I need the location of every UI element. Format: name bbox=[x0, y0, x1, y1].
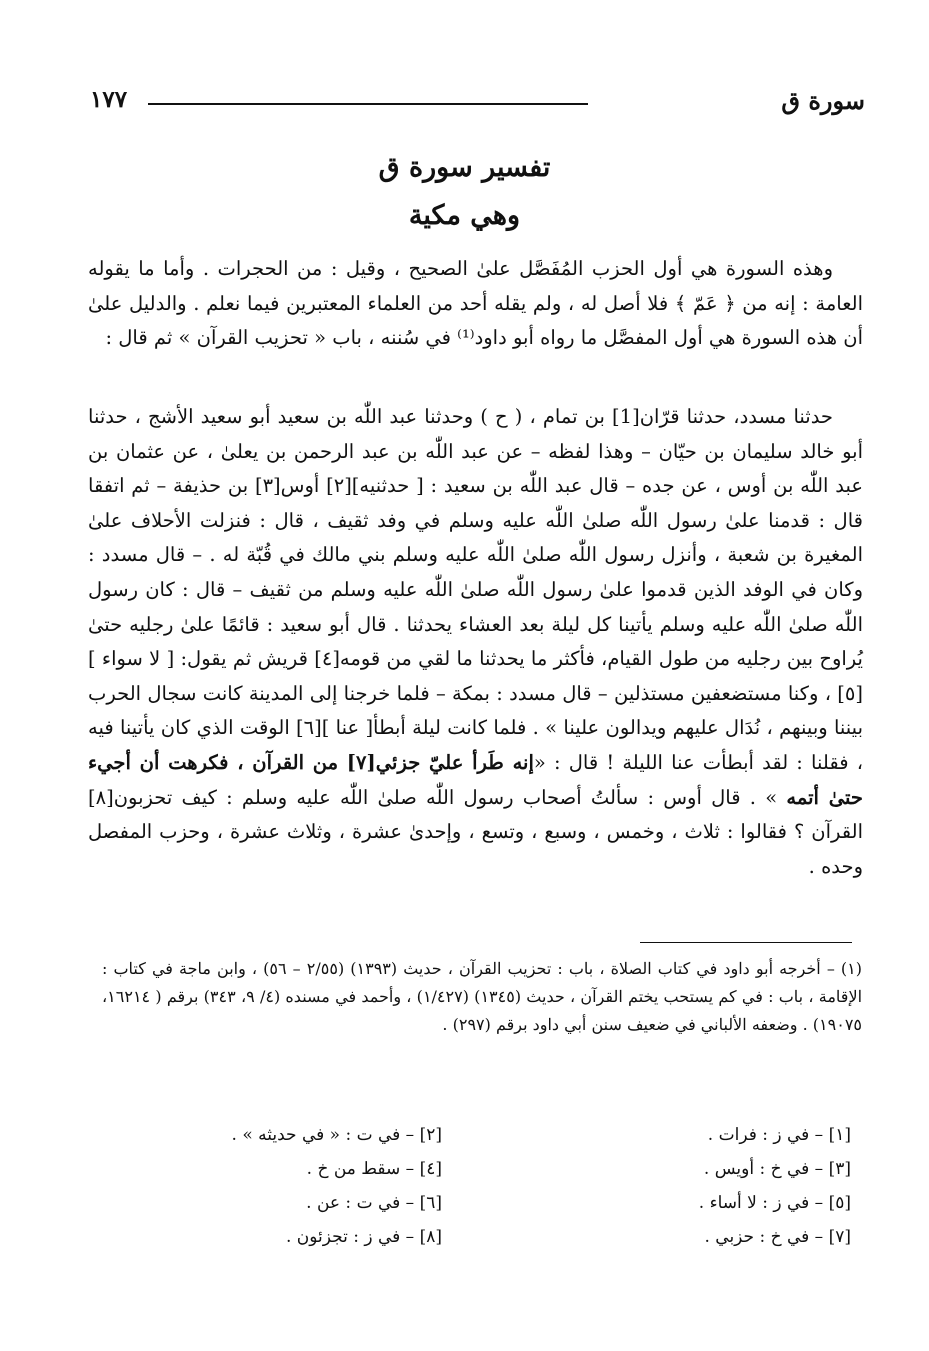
footnote-1: (١) – أخرجه أبو داود في كتاب الصلاة ، باب : تحزيب القرآن ، حديث (١٣٩٣) (٢/٥٥ – ٥٦) ، وابن ماجة في كتاب : الإقامة ، باب : في كم يستحب يختم القرآن ، حديث (١٣٤٥) (١/٤٢٧) ، وأحمد في مسنده (٤/ ٩، ٣٤٣) برقم ( ١٦٢١٤، ١٩٠٧٥) . وضعفه الألباني في ضعيف سنن أبي داود برقم (٢٩٧) . bbox=[102, 959, 863, 1034]
variant-note-3: [٣] – في خ : أويس . bbox=[703, 1159, 851, 1179]
hadith-text-part1: حدثنا مسدد، حدثنا قرّان[1] بن تمام ، ( ح ) وحدثنا عبد اللّٰه بن سعيد أبو سعيد الأشج ، حدثنا أبو خالد سليمان بن حيّان – وهذا لفظه – عن عبد اللّٰه بن عبد الرحمن بن يعلىٰ ، عن عثمان بن عبد اللّٰه بن أوس ، عن جده – قال عبد اللّٰه بن سعيد : [ حدثنيه][٢] أوس[٣] بن حذيفة – ثم اتفقا قال : قدمنا علىٰ رسول اللّٰه صلىٰ اللّٰه عليه وسلم في وفد ثقيف ، قال : فنزلت الأحلاف علىٰ المغيرة بن شعبة ، وأنزل رسول اللّٰه صلىٰ اللّٰه عليه وسلم بني مالك في قُبّة له . – قال مسدد : وكان في الوفد الذين قدموا علىٰ رسول اللّٰه صلىٰ اللّٰه عليه وسلم من ثقيف – قال : كان رسول اللّٰه صلىٰ اللّٰه عليه وسلم يأتينا كل ليلة بعد العشاء يحدثنا . قال أبو سعيد : قائمًا علىٰ رجليه حتىٰ يُراوح بين رجليه من طول القيام، فأكثر ما يحدثنا ما لقي من قومه[٤] قريش ثم يقول: [ لا سواء ][٥] ، وكنا مستضعفين مستذلين – قال مسدد : بمكة – فلما خرجنا إلى المدينة كانت سجال الحرب بيننا وبينهم ، نُدَال عليهم ويدالون علينا » . فلما كانت ليلة أبطأ[ عنا ][٦] الوقت الذي كان يأتينا فيه ، فقلنا : لقد أبطأت عنا الليلة ! قال : « bbox=[88, 405, 863, 774]
variant-note-4: [٤] – سقط من خ . bbox=[306, 1159, 442, 1179]
variant-note-7: [٧] – في خ : حزبي . bbox=[704, 1227, 851, 1247]
page-number: ١٧٧ bbox=[90, 86, 128, 113]
hadith-text bbox=[88, 400, 863, 884]
variant-readings bbox=[0, 1118, 929, 1268]
running-head bbox=[90, 86, 865, 120]
variant-note-2: [٢] – في ت : « في حديثه » . bbox=[231, 1125, 442, 1145]
variants-left-column bbox=[142, 1118, 442, 1254]
chapter-subtitle: وهي مكية bbox=[408, 200, 521, 231]
variants-right-column bbox=[551, 1118, 851, 1254]
running-head-surah: سورة ق bbox=[781, 86, 865, 115]
intro-text: وهذه السورة هي أول الحزب المُفَصَّل علىٰ الصحيح ، وقيل : من الحجرات . وأما ما يقوله العامة : إنه من ﴿ عَمّ ﴾ فلا أصل له ، ولم يقله أحد من العلماء المعتبرين فيما نعلم . والدليل علىٰ أن هذه السورة هي أول المفصَّل ما رواه أبو داود⁽¹⁾ في سُننه ، باب « تحزيب القرآن » ثم قال : bbox=[88, 257, 863, 350]
intro-paragraph bbox=[88, 252, 863, 356]
footnote-separator bbox=[640, 942, 852, 943]
header-rule bbox=[148, 103, 588, 105]
chapter-title: تفسير سورة ق bbox=[378, 152, 551, 183]
hadith-text-bold: إنه طَرأ عليّ جزئي[٧] من القرآن ، فكرهت أن أجيء حتىٰ أتمه bbox=[88, 750, 863, 809]
hadith-text-part2: » . قال أوس : سألتُ أصحاب رسول اللّٰه صلىٰ اللّٰه عليه وسلم : كيف تحزبون[٨] القرآن ؟ فقالوا : ثلاث ، وخمس ، وسبع ، وتسع ، وإحدىٰ عشرة ، وثلاث عشرة ، وحزب المفصل وحده . bbox=[88, 785, 863, 878]
variant-note-6: [٦] – في ت : عن . bbox=[306, 1193, 442, 1213]
hadith-paragraph bbox=[88, 400, 863, 884]
variant-note-5: [٥] – في ز : لا أساء . bbox=[698, 1193, 851, 1213]
variant-note-8: [٨] – في ز : تجزئون . bbox=[285, 1227, 442, 1247]
variant-note-1: [١] – في ز : فرات . bbox=[707, 1125, 851, 1145]
